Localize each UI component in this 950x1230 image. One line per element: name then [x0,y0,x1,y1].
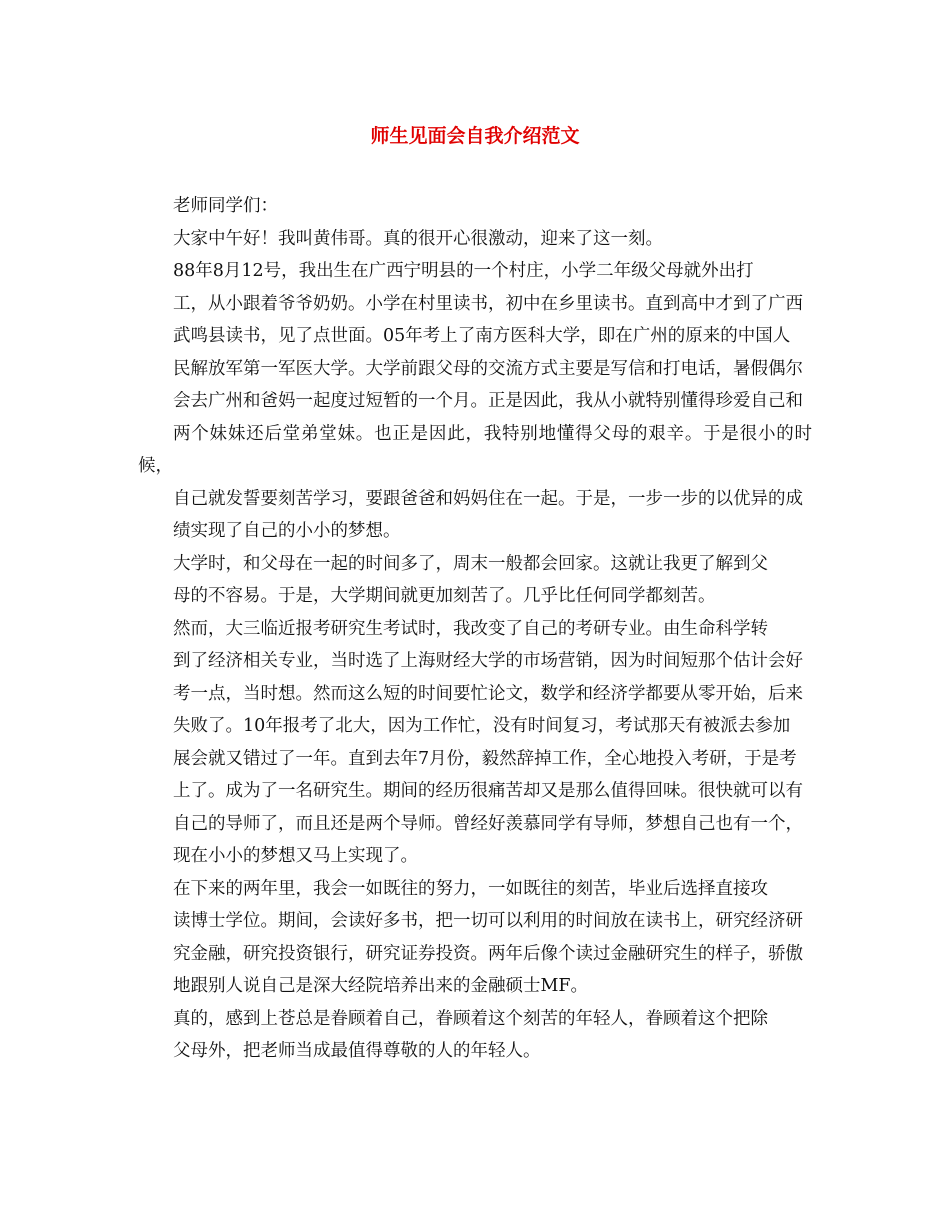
text-line: 读博士学位。期间，会读好多书，把一切可以利用的时间放在读书上，研究经济研 [173,911,803,931]
text-line: 自己就发誓要刻苦学习，要跟爸爸和妈妈住在一起。于是，一步一步的以优异的成 [173,488,803,509]
paragraph-exam [138,613,812,873]
text-line: 大学时，和父母在一起的时间多了，周末一般都会回家。这就让我更了解到父 [173,553,768,574]
text-line: 考一点，当时想。然而这么短的时间要忙论文，数学和经济学都要从零开始，后来 [173,683,803,704]
text-line: 地跟别人说自己是深大经院培养出来的金融硕士MF。 [173,976,589,996]
document-body [138,190,812,1068]
paragraph-closing [138,1003,812,1068]
text-line: 真的，感到上苍总是眷顾着自己，眷顾着这个刻苦的年轻人，眷顾着这个把除 [173,1008,768,1029]
text-line: 会去广州和爸妈一起度过短暂的一个月。正是因此，我从小就特别懂得珍爱自己和 [173,391,803,411]
text-line: 绩实现了自己的小小的梦想。 [173,521,401,541]
text-line: 然而，大三临近报考研究生考试时，我改变了自己的考研专业。由生命科学转 [173,618,768,639]
text-line: 在下来的两年里，我会一如既往的努力，一如既往的刻苦，毕业后选择直接攻 [173,878,768,899]
paragraph-greeting [138,190,812,223]
text-line: 88年8月12号，我出生在广西宁明县的一个村庄，小学二年级父母就外出打 [173,261,754,281]
paragraph-intro [138,223,812,256]
text-line: 母的不容易。于是，大学期间就更加刻苦了。几乎比任何同学都刻苦。 [173,586,716,606]
paragraph-university [138,548,812,613]
text-line: 老师同学们： [173,196,278,216]
text-line: 工，从小跟着爷爷奶奶。小学在村里读书，初中在乡里读书。直到高中才到了广西 [173,293,803,314]
text-line: 失败了。10年报考了北大，因为工作忙，没有时间复习，考试那天有被派去参加 [173,716,791,736]
text-line: 展会就又错过了一年。直到去年7月份，毅然辞掉工作，全心地投入考研，于是考 [173,748,797,769]
paragraph-plans [138,873,812,1003]
text-line: 究金融，研究投资银行，研究证券投资。两年后像个读过金融研究生的样子，骄傲 [173,943,803,964]
document-title: 师生见面会自我介绍范文 [370,125,580,147]
text-line: 上了。成为了一名研究生。期间的经历很痛苦却又是那么值得回味。很快就可以有 [173,781,803,801]
paragraph-childhood [138,255,812,548]
text-line: 现在小小的梦想又马上实现了。 [173,846,418,866]
text-line: 大家中午好！我叫黄伟哥。真的很开心很激动，迎来了这一刻。 [173,228,663,249]
text-line: 民解放军第一军医大学。大学前跟父母的交流方式主要是写信和打电话，暑假偶尔 [173,358,803,379]
text-line: 两个妹妹还后堂弟堂妹。也正是因此，我特别地懂得父母的艰辛。于是很小的时候， [138,423,812,476]
text-line: 到了经济相关专业，当时选了上海财经大学的市场营销，因为时间短那个估计会好 [173,651,803,671]
text-line: 自己的导师了，而且还是两个导师。曾经好羡慕同学有导师，梦想自己也有一个， [173,813,803,834]
text-line: 武鸣县读书，见了点世面。05年考上了南方医科大学，即在广州的原来的中国人 [173,326,791,346]
text-line: 父母外，把老师当成最值得尊敬的人的年轻人。 [173,1041,541,1061]
